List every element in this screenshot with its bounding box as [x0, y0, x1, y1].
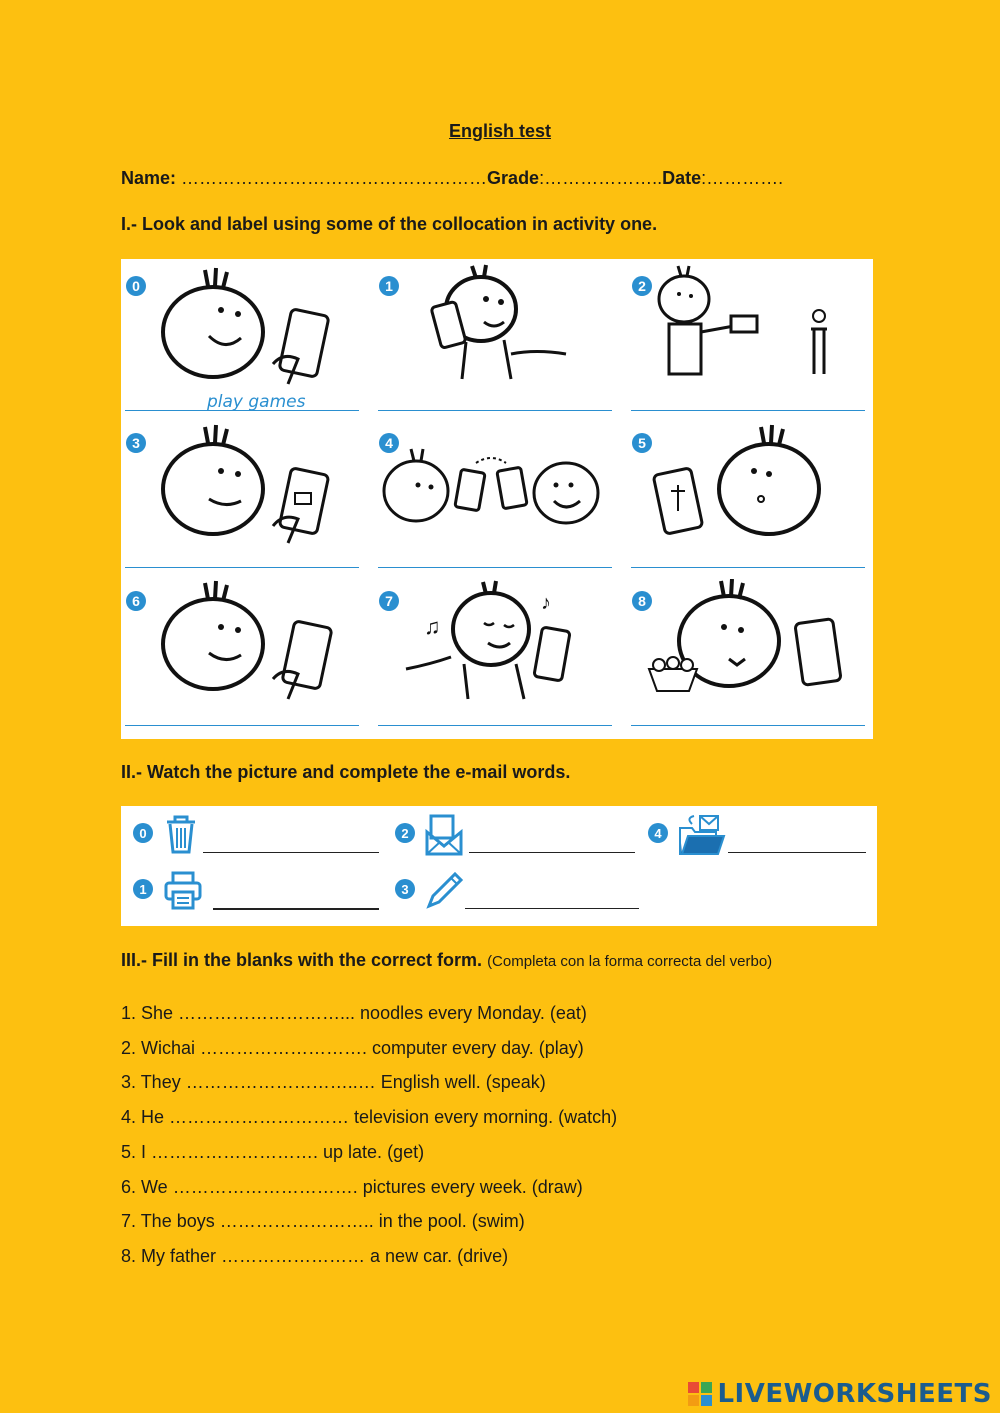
- item-number: 2: [632, 276, 652, 296]
- item-number: 2: [395, 823, 415, 843]
- email-item: [395, 814, 640, 854]
- cartoon-share-files-icon: [376, 421, 612, 551]
- picture-cell: [376, 421, 612, 571]
- picture-cell: [376, 579, 612, 729]
- item-number: 1: [133, 879, 153, 899]
- sentence-item[interactable]: 1. She ………………………... noodles every Monday. (eat): [121, 1003, 587, 1023]
- page-title: English test: [448, 121, 551, 141]
- email-words-panel: [121, 806, 877, 926]
- email-item: [648, 814, 873, 854]
- folder-icon: [678, 814, 726, 858]
- email-item: [395, 870, 640, 910]
- sentence-item[interactable]: 5. I ………………………. up late. (get): [121, 1141, 425, 1162]
- picture-cell: [629, 421, 865, 571]
- answer-line[interactable]: [378, 410, 612, 411]
- sentence-item[interactable]: 6. We …………………………. pictures every week. (draw): [121, 1176, 583, 1197]
- printer-icon: [163, 870, 203, 910]
- answer-line[interactable]: [728, 852, 866, 853]
- email-item: [133, 814, 383, 854]
- cartoon-phone-call-icon: [376, 264, 612, 394]
- item-number: 6: [126, 591, 146, 611]
- item-number: 0: [126, 276, 146, 296]
- answer-line[interactable]: [203, 852, 379, 853]
- answer-line[interactable]: [125, 567, 359, 568]
- item-number: 8: [632, 591, 652, 611]
- picture-cell: [123, 264, 359, 414]
- grade-blank[interactable]: :………………..: [539, 168, 663, 188]
- answer-line[interactable]: [469, 852, 635, 853]
- svg-text:♪: ♪: [541, 592, 551, 614]
- envelope-icon: [425, 814, 463, 858]
- student-info-line: [121, 168, 783, 189]
- liveworksheets-brand: [687, 1379, 992, 1409]
- section3-heading: III.- Fill in the blanks with the correct form.: [121, 950, 483, 970]
- answer-line[interactable]: [125, 410, 359, 411]
- answer-line[interactable]: [213, 908, 379, 910]
- picture-cell: [629, 264, 865, 414]
- cartoon-read-news-icon: [123, 579, 359, 709]
- item-number: 1: [379, 276, 399, 296]
- item-number: 5: [632, 433, 652, 453]
- example-answer: play games: [207, 392, 306, 412]
- liveworksheets-logo-icon: [687, 1381, 713, 1407]
- answer-line[interactable]: [631, 567, 865, 568]
- section2-title: II.- Watch the picture and complete the e-mail words.: [121, 762, 571, 782]
- picture-cell: [123, 421, 359, 571]
- item-number: 4: [648, 823, 668, 843]
- date-label: Date: [662, 168, 702, 188]
- item-number: 7: [379, 591, 399, 611]
- item-number: 3: [126, 433, 146, 453]
- picture-cell: [629, 579, 865, 729]
- sentence-item[interactable]: 7. The boys …………………….. in the pool. (swim): [121, 1211, 525, 1232]
- cartoon-play-games-icon: [123, 264, 359, 394]
- sentence-item[interactable]: 8. My father …………………… a new car. (drive): [121, 1245, 509, 1266]
- answer-line[interactable]: [465, 908, 639, 909]
- svg-text:♫: ♫: [424, 614, 441, 639]
- item-number: 4: [379, 433, 399, 453]
- brand-text: LIVEWORKSHEETS: [717, 1379, 992, 1409]
- cartoon-listen-music-icon: [376, 579, 612, 709]
- fill-blank-list: [121, 996, 617, 1274]
- grade-label: Grade: [487, 168, 540, 188]
- answer-line[interactable]: [631, 410, 865, 411]
- answer-line[interactable]: [378, 725, 612, 726]
- trash-icon: [163, 814, 199, 854]
- date-blank[interactable]: :………….: [701, 168, 784, 188]
- cartoon-watch-film-icon: [629, 579, 865, 709]
- picture-grid: [121, 259, 873, 739]
- section1-title: I.- Look and label using some of the collocation in activity one.: [121, 214, 658, 234]
- name-blank[interactable]: ……………………………………………: [176, 168, 488, 188]
- item-number: 0: [133, 823, 153, 843]
- item-number: 3: [395, 879, 415, 899]
- section3-note: (Completa con la forma correcta del verbo): [487, 953, 773, 970]
- answer-line[interactable]: [125, 725, 359, 726]
- email-item: [133, 870, 383, 910]
- cartoon-buy-online-icon: [629, 421, 865, 551]
- sentence-item[interactable]: 3. They ………………………..… English well. (speak): [121, 1072, 546, 1093]
- name-label: Name:: [121, 168, 177, 188]
- cartoon-send-email-icon: [123, 421, 359, 551]
- answer-line[interactable]: [378, 567, 612, 568]
- cartoon-take-photo-icon: [629, 264, 865, 394]
- picture-cell: [123, 579, 359, 729]
- picture-cell: [376, 264, 612, 414]
- pencil-icon: [425, 870, 465, 910]
- section3-title: [121, 950, 772, 971]
- sentence-item[interactable]: 4. He ………………………… television every morning. (watch): [121, 1107, 618, 1128]
- answer-line[interactable]: [631, 725, 865, 726]
- sentence-item[interactable]: 2. Wichai ………………………. computer every day. (play): [121, 1037, 584, 1058]
